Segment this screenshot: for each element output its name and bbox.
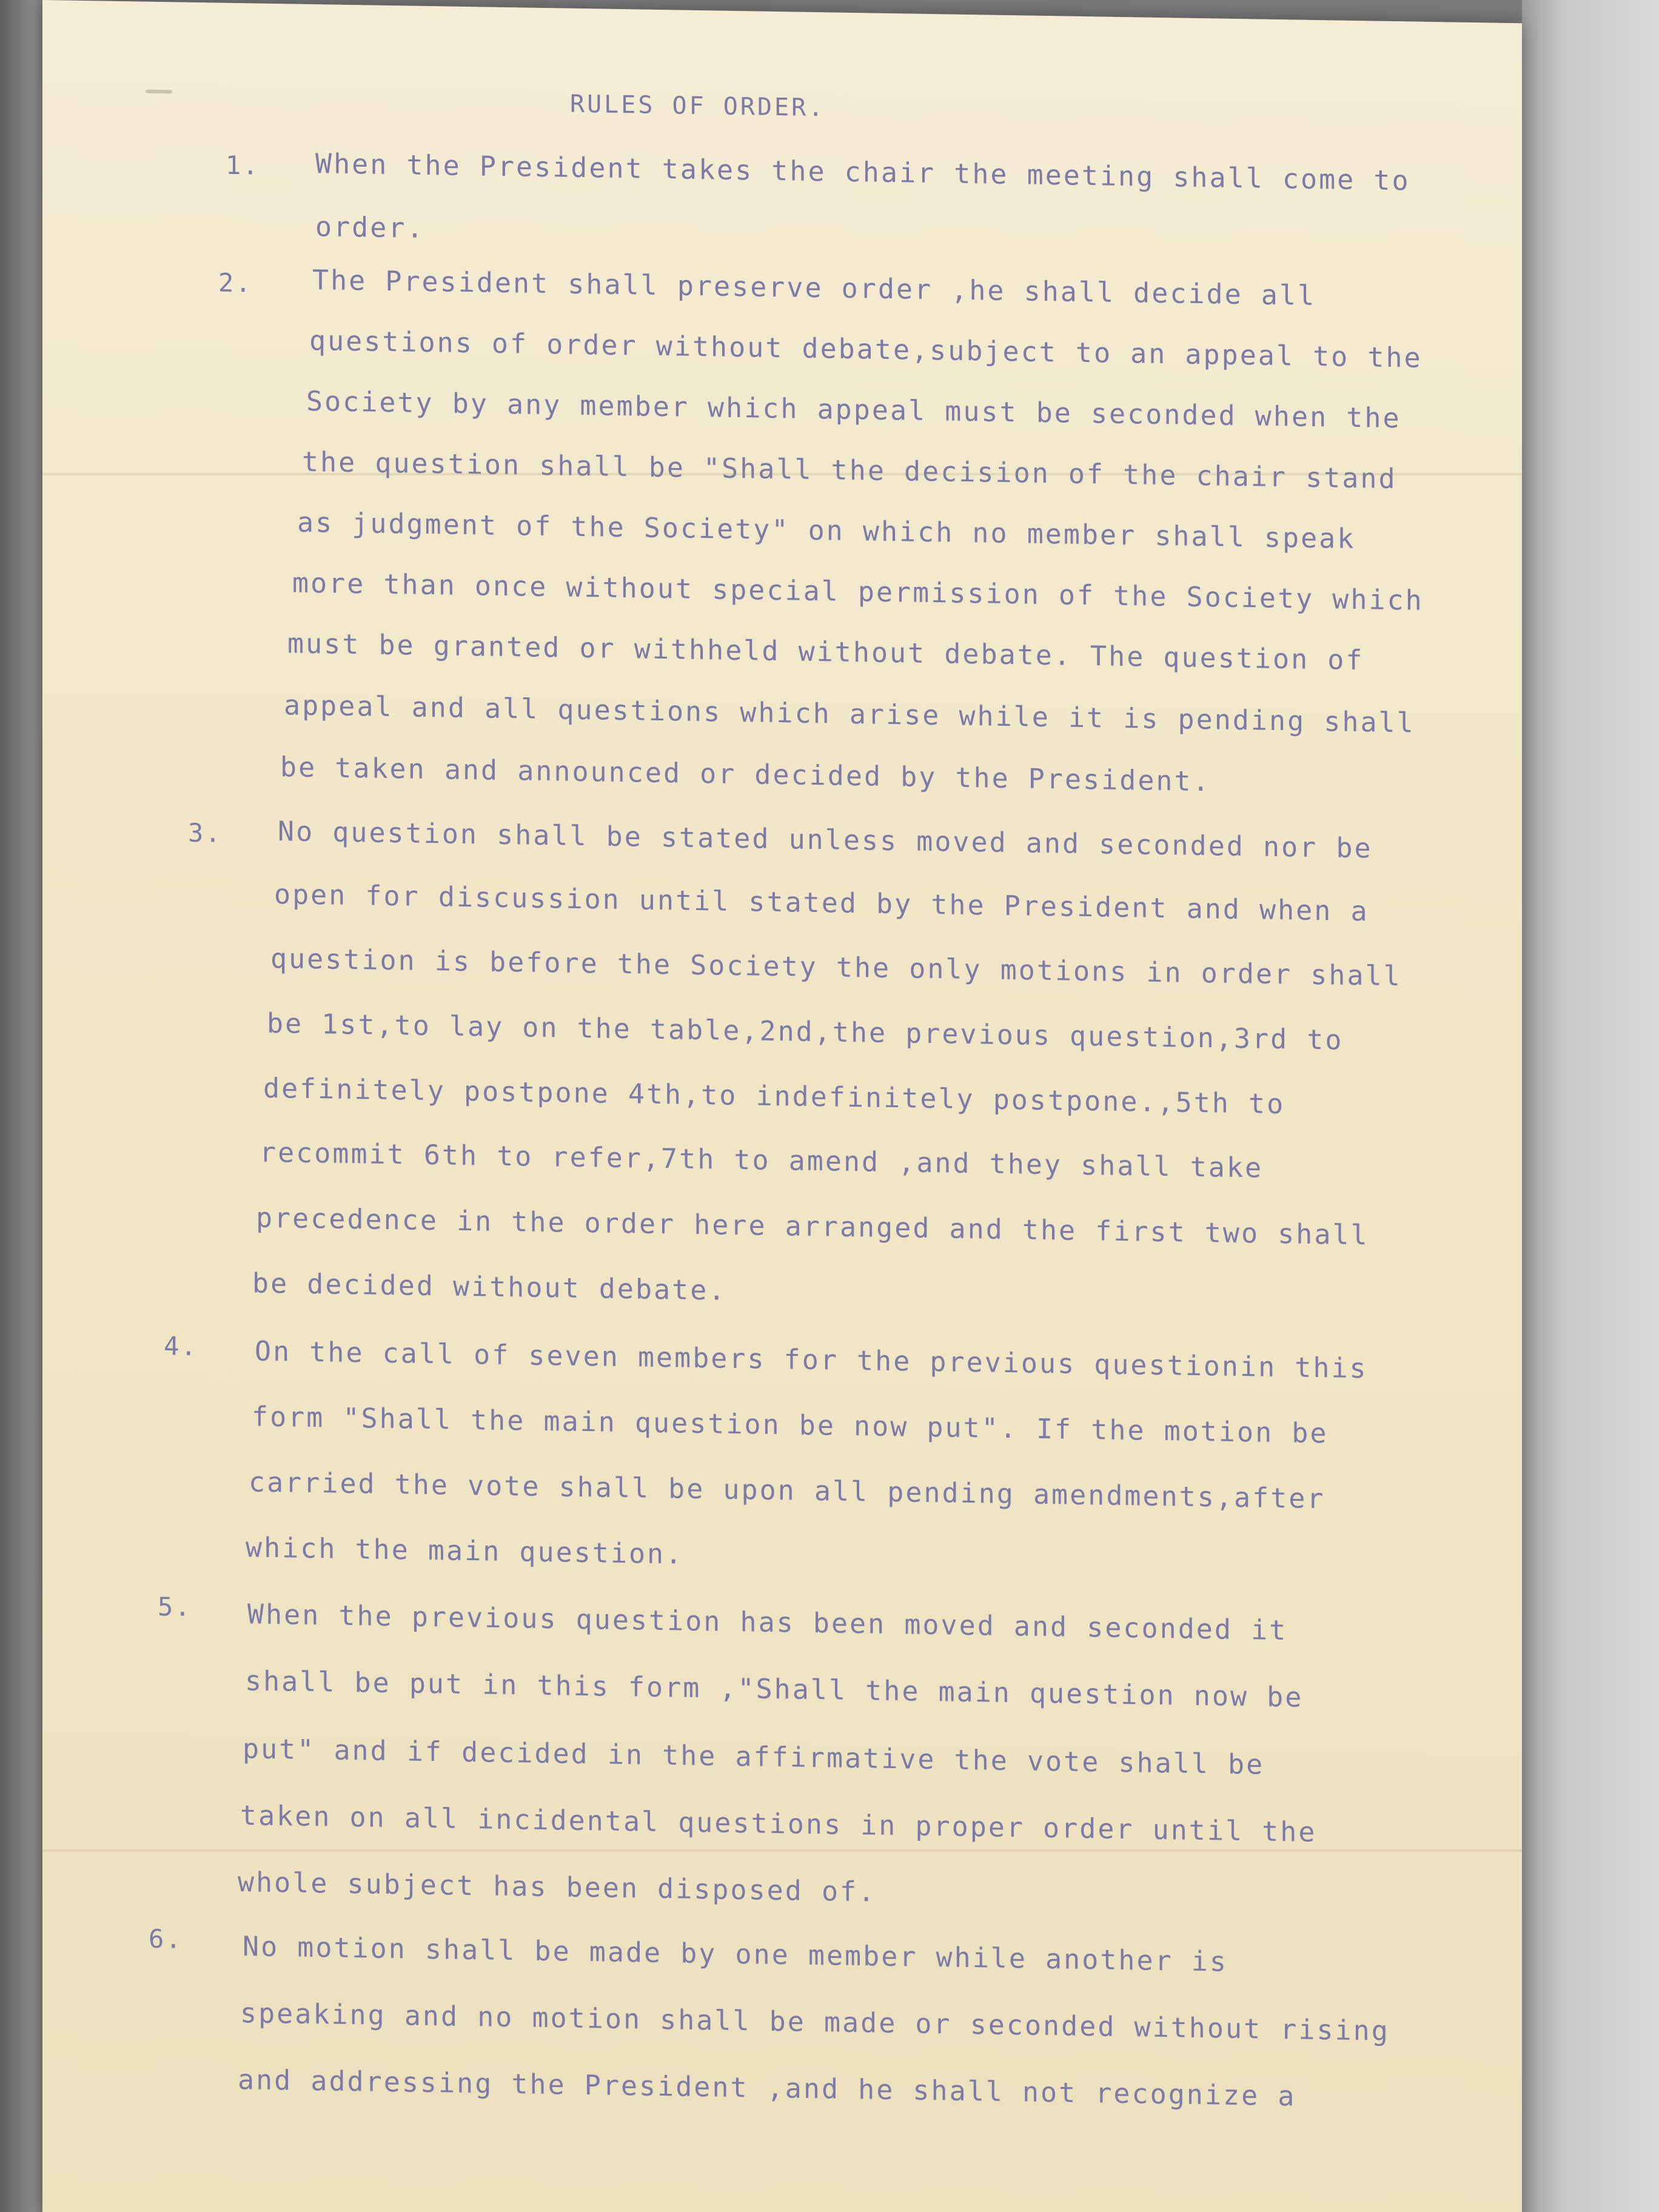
rule-4-line: On the call of seven members for the previous questionin this — [255, 1335, 1368, 1385]
rule-4-number: 4. — [164, 1331, 198, 1362]
rule-3-line: No question shall be stated unless moved and seconded nor be — [278, 815, 1373, 865]
rule-5-number: 5. — [158, 1591, 192, 1622]
rule-4-line: which the main question. — [246, 1531, 684, 1570]
rule-1-number: 1. — [226, 150, 260, 181]
rule-6-line: No motion shall be made by one member while another is — [243, 1930, 1228, 1978]
rule-2-number: 2. — [218, 267, 253, 298]
rule-5-line: put" and if decided in the affirmative the vote shall be — [243, 1732, 1265, 1781]
rule-3-line: recommit 6th to refer,7th to amend ,and they shall take — [260, 1136, 1264, 1184]
rule-1-line: order. — [315, 210, 425, 244]
rule-1-line: When the President takes the chair the meeting shall come to — [315, 147, 1410, 197]
rule-6-line: speaking and no motion shall be made or seconded without rising — [240, 1997, 1390, 2047]
rule-3-line: open for discussion until stated by the President and when a — [274, 878, 1369, 928]
rule-2-line: appeal and all questions which arise while it is pending shall — [284, 689, 1415, 739]
rule-3-line: be 1st,to lay on the table,2nd,the previous question,3rd to — [267, 1007, 1344, 1056]
paper-fold — [42, 473, 1522, 475]
rule-2-line: questions of order without debate,subject to an appeal to the — [309, 324, 1423, 374]
rule-5-line: When the previous question has been moved and seconded it — [247, 1598, 1288, 1647]
typed-page — [42, 0, 1522, 2212]
document-body — [42, 0, 1522, 2212]
paper-fold — [42, 1849, 1522, 1852]
rule-4-line: form "Shall the main question be now put". If the motion be — [252, 1400, 1329, 1450]
rule-5-line: taken on all incidental questions in proper order until the — [240, 1799, 1317, 1849]
rule-2-line: The President shall preserve order ,he shall decide all — [312, 263, 1316, 312]
rule-3-line: be decided without debate. — [252, 1267, 727, 1307]
rule-3-line: precedence in the order here arranged and the first two shall — [256, 1201, 1369, 1252]
rule-2-line: the question shall be "Shall the decision of the chair stand — [302, 445, 1397, 495]
background-shadow — [1522, 0, 1659, 2212]
rule-2-line: be taken and announced or decided by the President. — [280, 751, 1211, 798]
rule-5-line: shall be put in this form ,"Shall the main question now be — [245, 1664, 1304, 1714]
rule-2-line: as judgment of the Society" on which no member shall speak — [297, 506, 1356, 555]
rule-2-line: more than once without special permission of the Society which — [292, 566, 1424, 617]
rule-2-line: must be granted or withheld without debate. The question of — [287, 627, 1364, 677]
document-title: RULES OF ORDER. — [570, 90, 826, 122]
rule-3-line: definitely postpone 4th,to indefinitely postpone.,5th to — [263, 1071, 1285, 1121]
rule-4-line: carried the vote shall be upon all pending amendments,after — [249, 1466, 1326, 1515]
rule-5-line: whole subject has been disposed of. — [238, 1866, 877, 1908]
rule-2-line: Society by any member which appeal must be seconded when the — [306, 384, 1401, 435]
rule-6-number: 6. — [149, 1923, 183, 1954]
rule-3-line: question is before the Society the only motions in order shall — [270, 942, 1402, 993]
rule-3-number: 3. — [188, 817, 223, 848]
rule-6-line: and addressing the President ,and he shall not recognize a — [238, 2063, 1296, 2113]
